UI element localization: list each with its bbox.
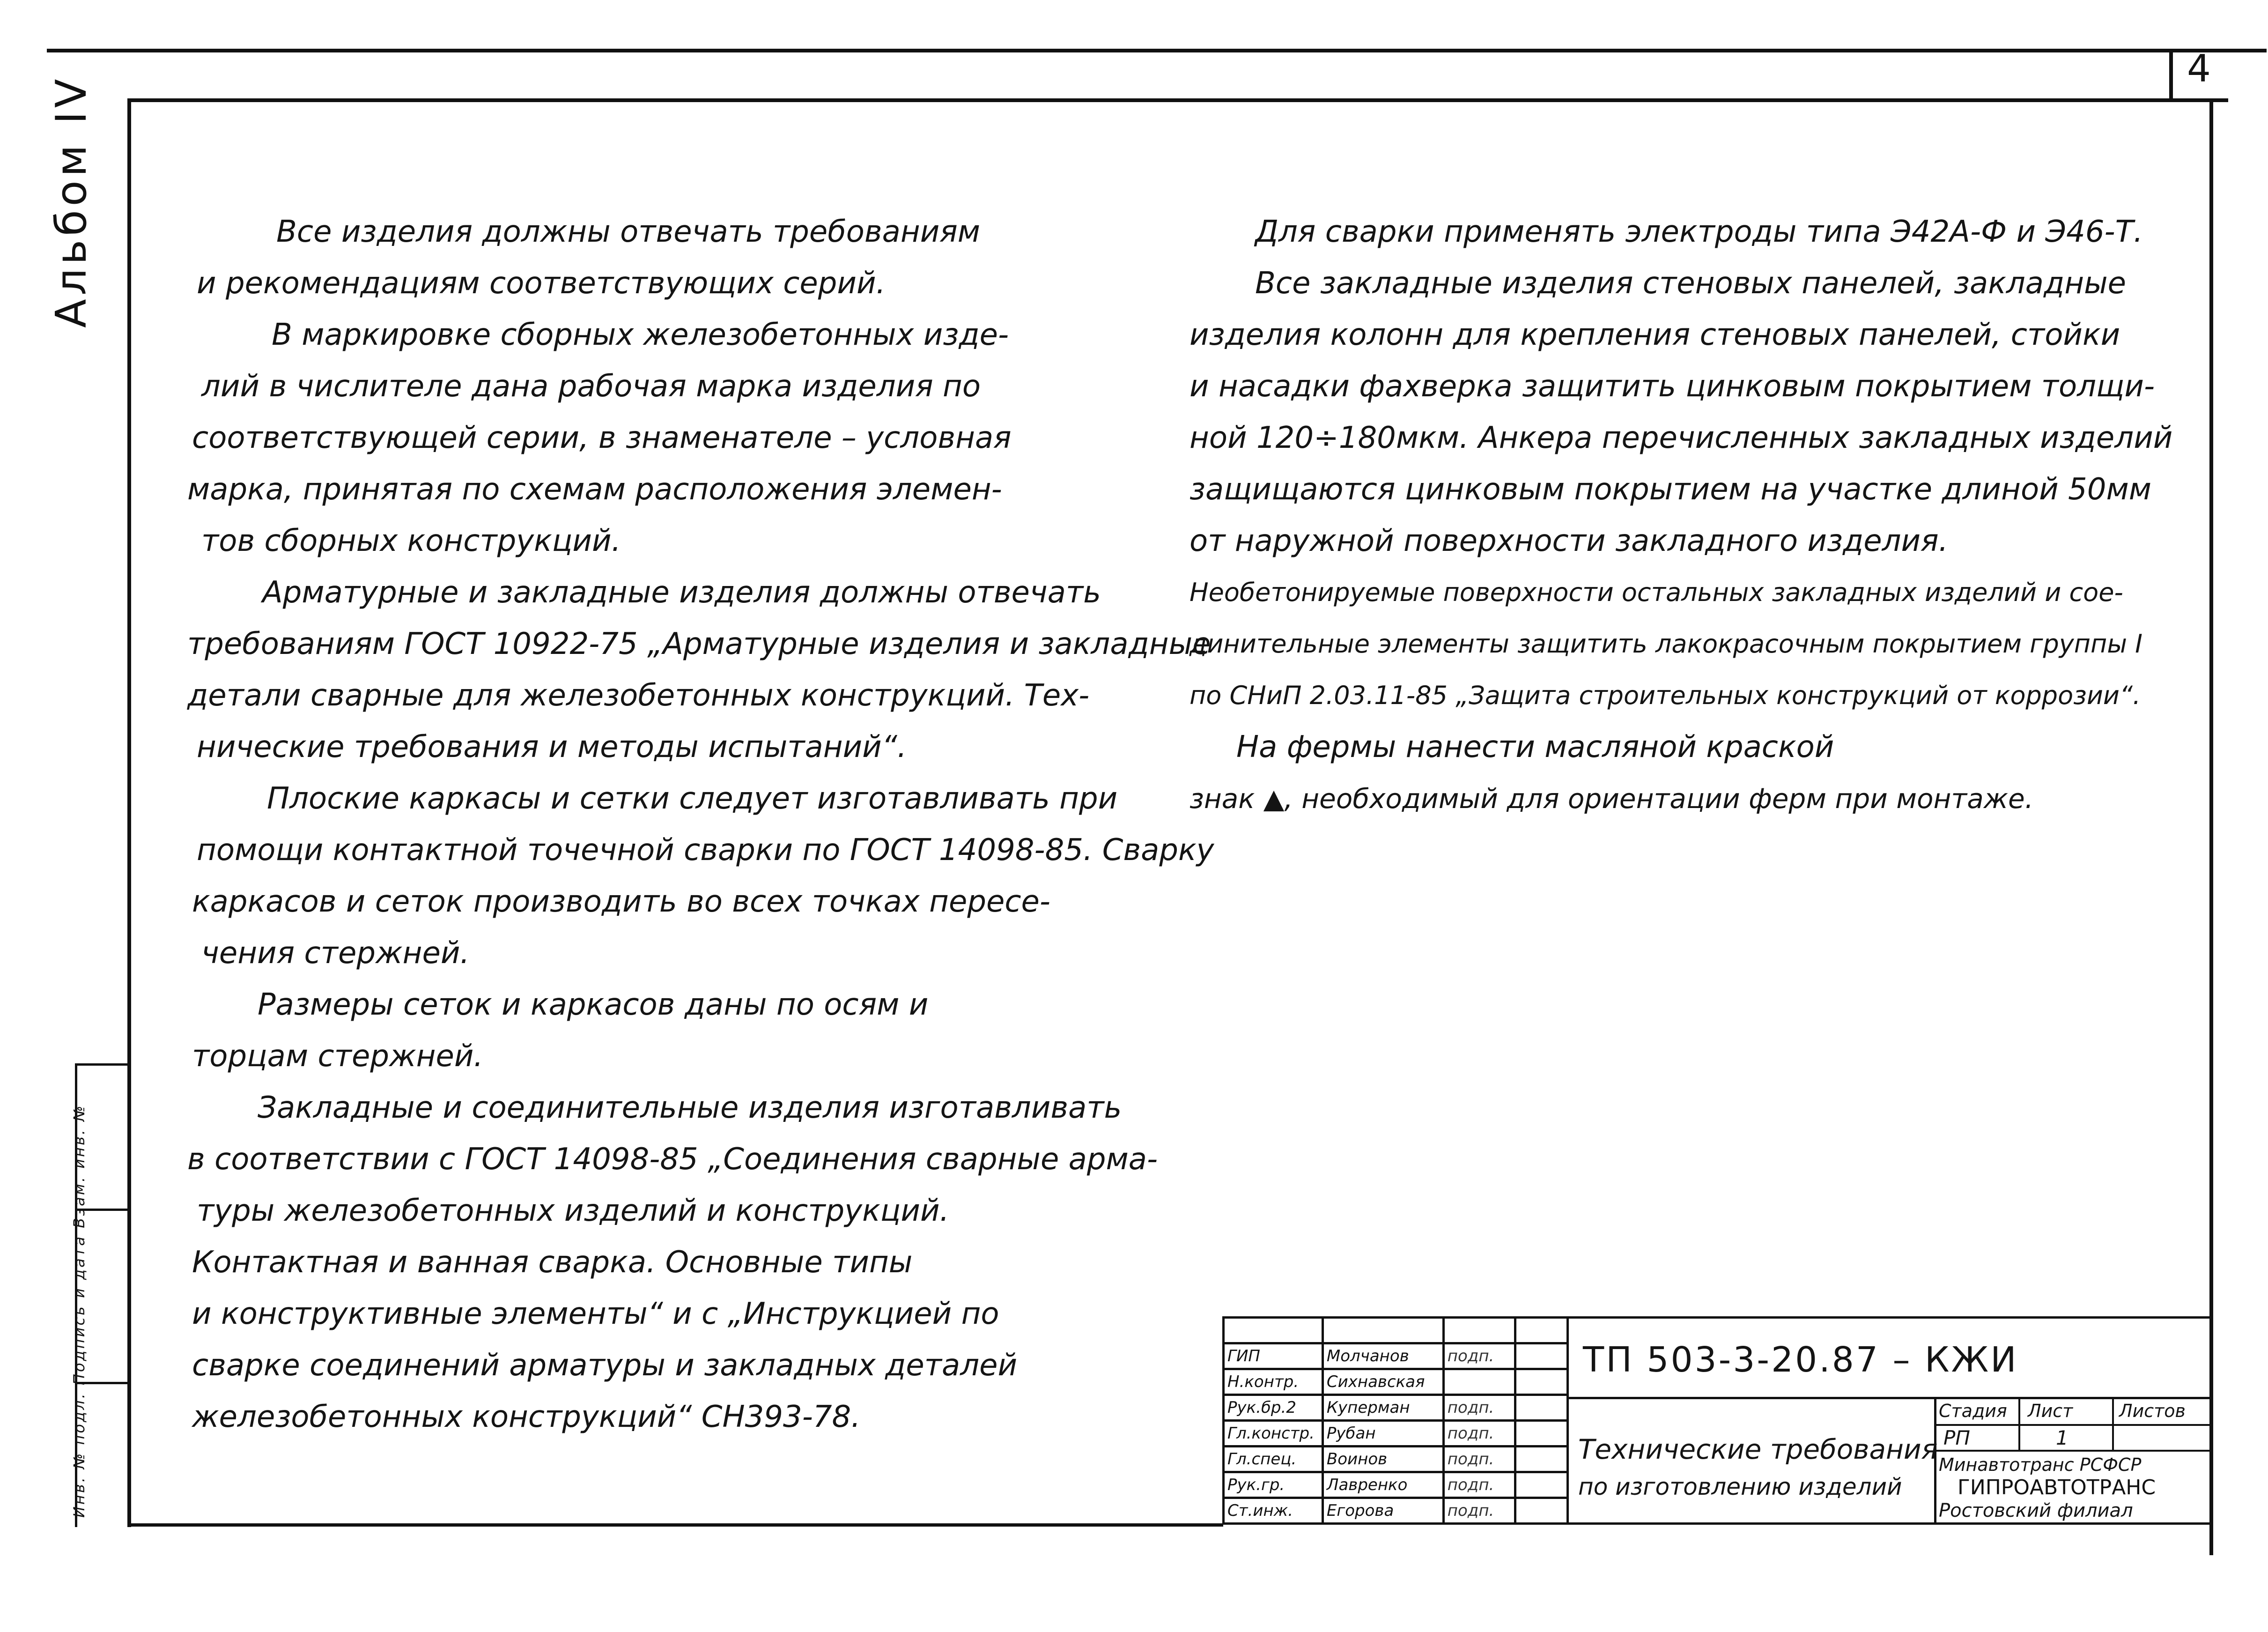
name-cell: Рубан bbox=[1322, 1421, 1443, 1447]
stamp-top-line bbox=[1569, 1316, 2209, 1319]
role-cell: Гл.констр. bbox=[1224, 1421, 1323, 1447]
frame-bottom-line bbox=[127, 1523, 1223, 1527]
signature-cell: подп. bbox=[1443, 1395, 1515, 1421]
frame-top-line bbox=[130, 98, 2228, 102]
stage-label: Стадия bbox=[1939, 1401, 2007, 1421]
signature-cell: подп. bbox=[1443, 1421, 1515, 1447]
organization-line-1: Минавтотранс РСФСР bbox=[1939, 1454, 2142, 1475]
text-line: от наружной поверхности закладного изделия. bbox=[1189, 524, 1948, 558]
left-text-column bbox=[187, 206, 1214, 1443]
signature-cell: подп. bbox=[1443, 1498, 1515, 1524]
text-line: марка, принятая по схемам расположения элемен- bbox=[187, 472, 1002, 507]
text-line: каркасов и сеток производить во всех точках пересе- bbox=[192, 884, 1050, 919]
role-cell: Ст.инж. bbox=[1224, 1498, 1323, 1524]
text-line: знак ▲, необходимый для ориентации ферм при монтаже. bbox=[1189, 783, 2034, 815]
role-cell: Гл.спец. bbox=[1224, 1447, 1323, 1472]
text-line: сварке соединений арматуры и закладных деталей bbox=[192, 1348, 1018, 1383]
text-line: Все изделия должны отвечать требованиям bbox=[276, 215, 981, 249]
text-line: требованиям ГОСТ 10922-75 „Арматурные изделия и закладные bbox=[187, 627, 1211, 661]
document-title-line-1: Технические требования bbox=[1578, 1433, 1938, 1465]
stamp-stage-col-1 bbox=[2018, 1397, 2020, 1451]
text-line: Контактная и ванная сварка. Основные типы bbox=[192, 1245, 913, 1280]
text-line: по СНиП 2.03.11-85 „Защита строительных конструкций от коррозии“. bbox=[1189, 681, 2141, 710]
table-row bbox=[1224, 1498, 1568, 1524]
text-line: в соответствии с ГОСТ 14098-85 „Соединения сварные арма- bbox=[187, 1142, 1158, 1177]
table-row bbox=[1224, 1369, 1568, 1395]
side-stamp-divider-3 bbox=[75, 1063, 127, 1066]
role-cell: ГИП bbox=[1224, 1343, 1323, 1369]
text-line: Для сварки применять электроды типа Э42А-Ф и Э46-Т. bbox=[1255, 215, 2143, 249]
role-cell: Рук.гр. bbox=[1224, 1472, 1323, 1498]
stage-value: РП bbox=[1943, 1426, 1970, 1449]
organization-line-3: Ростовский филиал bbox=[1939, 1500, 2133, 1521]
table-row bbox=[1224, 1318, 1568, 1343]
text-line: помощи контактной точечной сварки по ГОСТ 14098-85. Сварку bbox=[197, 833, 1214, 868]
text-line: На фермы нанести масляной краской bbox=[1236, 730, 1834, 764]
text-line: Арматурные и закладные изделия должны отвечать bbox=[262, 575, 1101, 610]
name-cell: Егорова bbox=[1322, 1498, 1443, 1524]
text-line: ной 120÷180мкм. Анкера перечисленных закладных изделий bbox=[1189, 421, 2173, 455]
sheet-number: 4 bbox=[2187, 47, 2211, 90]
text-line: Размеры сеток и каркасов даны по осям и bbox=[258, 987, 929, 1022]
text-line: В маркировке сборных железобетонных изде- bbox=[272, 318, 1009, 352]
text-line: торцам стержней. bbox=[192, 1039, 483, 1074]
signature-cell: подп. bbox=[1443, 1447, 1515, 1472]
text-line: железобетонных конструкций“ СН393-78. bbox=[192, 1400, 861, 1434]
sheet-number-box-line bbox=[2169, 49, 2173, 98]
stamp-bottom-line bbox=[1569, 1522, 2209, 1525]
text-line: Плоские каркасы и сетки следует изготавливать при bbox=[267, 781, 1118, 816]
text-line: туры железобетонных изделий и конструкций. bbox=[197, 1194, 949, 1228]
name-cell: Сихнавская bbox=[1322, 1369, 1443, 1395]
album-label: Альбом IV bbox=[47, 75, 96, 328]
frame-left-line bbox=[127, 98, 131, 1527]
signature-cell: подп. bbox=[1443, 1472, 1515, 1498]
stamp-stage-col-2 bbox=[2112, 1397, 2114, 1451]
top-border-line bbox=[47, 49, 2267, 52]
text-line: Необетонируемые поверхности остальных закладных изделий и сое- bbox=[1189, 578, 2123, 607]
text-line: Все закладные изделия стеновых панелей, закладные bbox=[1255, 266, 2126, 301]
name-cell: Куперман bbox=[1322, 1395, 1443, 1421]
table-row bbox=[1224, 1421, 1568, 1447]
title-block bbox=[1222, 1316, 2209, 1527]
text-line: и насадки фахверка защитить цинковым покрытием толщи- bbox=[1189, 369, 2155, 404]
text-line: нические требования и методы испытаний“. bbox=[197, 730, 907, 764]
text-line: чения стержней. bbox=[201, 936, 470, 971]
sheet-label: Лист bbox=[2028, 1401, 2073, 1421]
role-cell: Рук.бр.2 bbox=[1224, 1395, 1323, 1421]
text-line: защищаются цинковым покрытием на участке длиной 50мм bbox=[1189, 472, 2152, 507]
text-line: детали сварные для железобетонных конструкций. Тех- bbox=[187, 678, 1090, 713]
right-text-column bbox=[1189, 206, 2172, 824]
name-cell: Лавренко bbox=[1322, 1472, 1443, 1498]
text-line: лий в числителе дана рабочая марка изделия по bbox=[201, 369, 981, 404]
text-line: и конструктивные элементы“ и с „Инструкцией по bbox=[192, 1297, 999, 1331]
organization-line-2: ГИПРОАВТОТРАНС bbox=[1958, 1476, 2156, 1499]
document-code: ТП 503-3-20.87 – КЖИ bbox=[1583, 1340, 2018, 1380]
signature-cell: подп. bbox=[1443, 1343, 1515, 1369]
table-row bbox=[1224, 1395, 1568, 1421]
text-line: изделия колонн для крепления стеновых панелей, стойки bbox=[1189, 318, 2120, 352]
text-line: и рекомендациям соответствующих серий. bbox=[197, 266, 886, 301]
frame-right-line bbox=[2209, 98, 2213, 1555]
name-cell: Воинов bbox=[1322, 1447, 1443, 1472]
text-line: динительные элементы защитить лакокрасочным покрытием группы I bbox=[1189, 629, 2143, 659]
signature-cell bbox=[1443, 1369, 1515, 1395]
sheets-label: Листов bbox=[2119, 1401, 2186, 1421]
stamp-stage-value-line bbox=[1934, 1450, 2209, 1452]
stamp-stage-row-line bbox=[1934, 1424, 2209, 1426]
table-row bbox=[1224, 1343, 1568, 1369]
text-line: Закладные и соединительные изделия изготавливать bbox=[258, 1090, 1122, 1125]
role-cell: Н.контр. bbox=[1224, 1369, 1323, 1395]
signature-table bbox=[1222, 1316, 1569, 1525]
sheet-value: 1 bbox=[2056, 1426, 2069, 1449]
document-title-line-2: по изготовлению изделий bbox=[1578, 1473, 1902, 1500]
table-row bbox=[1224, 1447, 1568, 1472]
side-stamp-text: Инв. № подл. Подпись и дата Взам. инв. № bbox=[70, 1104, 88, 1518]
text-line: соответствующей серии, в знаменателе – условная bbox=[192, 421, 1012, 455]
text-line: тов сборных конструкций. bbox=[201, 524, 621, 558]
table-row bbox=[1224, 1472, 1568, 1498]
name-cell: Молчанов bbox=[1322, 1343, 1443, 1369]
